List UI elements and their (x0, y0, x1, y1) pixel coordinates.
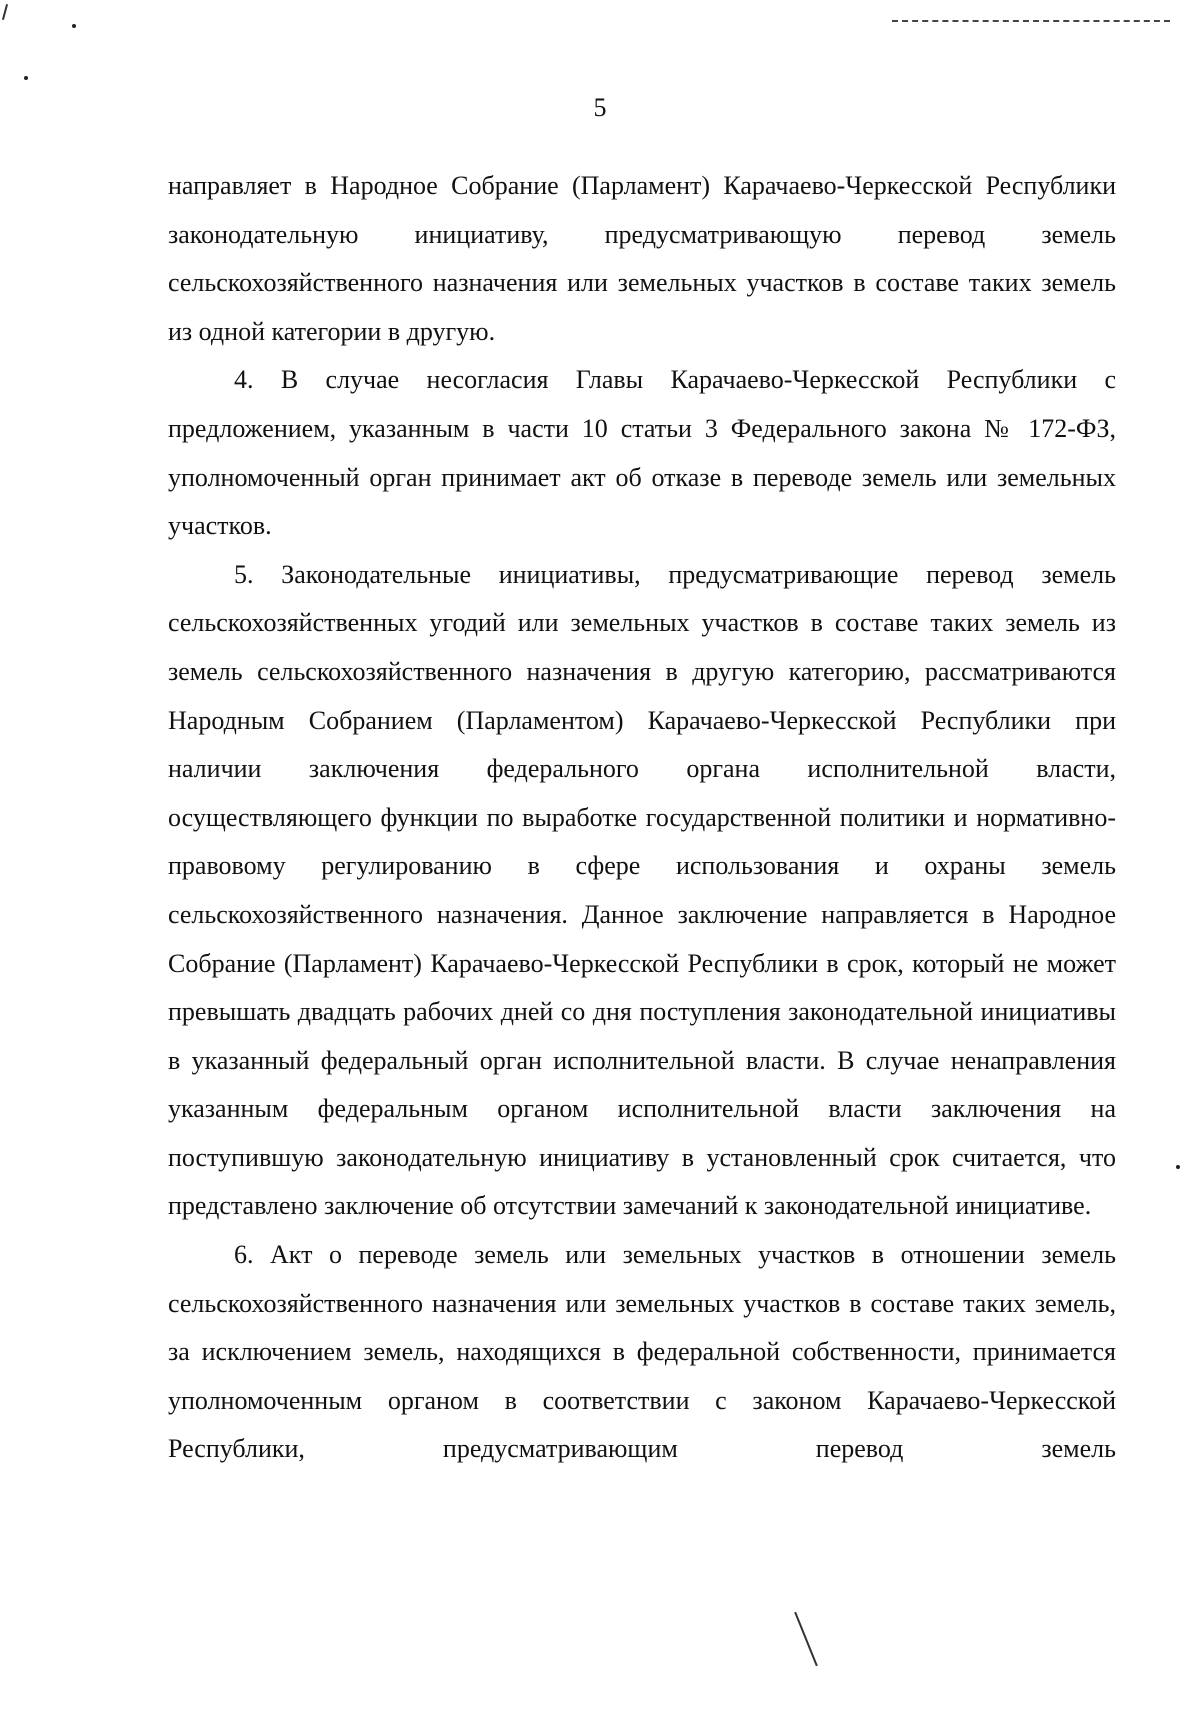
paragraph-continuation: направляет в Народное Собрание (Парламент) Карачаево-Черкесской Республики законодательную инициативу, предусматривающую перевод земель сельскохозяйственного назначения или земельных участков в составе таких земель из одной категории в другую. (168, 171, 1116, 346)
paragraph-4: 4. В случае несогласия Главы Карачаево-Черкесской Республики с предложением, указанным в части 10 статьи 3 Федерального закона № 172-ФЗ, уполномоченный орган принимает акт об отказе в переводе земель или земельных участков. (168, 365, 1116, 541)
scan-dot (72, 24, 76, 28)
page-number: 5 (593, 93, 607, 122)
scan-top-rule (892, 20, 1170, 22)
scan-bottom-stroke (794, 1612, 818, 1667)
paragraph-6: 6. Акт о переводе земель или земельных участков в отношении земель сельскохозяйственного назначения или земельных участков в составе таких земель, за исключением земель, находящихся в федеральной собственности, принимается уполномоченным органом в соответствии с законом Карачаево-Черкесской Республики, предусматривающим перевод земель (168, 1240, 1116, 1464)
scan-corner-mark (2, 4, 8, 20)
scan-dot (24, 76, 28, 80)
document-body (168, 162, 1116, 1474)
paragraph-5: 5. Законодательные инициативы, предусматривающие перевод земель сельскохозяйственных угодий или земельных участков в составе таких земель из земель сельскохозяйственного назначения в другую категорию, рассматриваются Народным Собранием (Парламентом) Карачаево-Черкесской Республики при наличии заключения федерального органа исполнительной власти, осуществляющего функции по выработке государственной политики и нормативно-правовому регулированию в сфере использования и охраны земель сельскохозяйственного назначения. Данное заключение направляется в Народное Собрание (Парламент) Карачаево-Черкесской Республики в срок, который не может превышать двадцать рабочих дней со дня поступления законодательной инициативы в указанный федеральный орган исполнительной власти. В случае ненаправления указанным федеральным органом исполнительной власти заключения на поступившую законодательную инициативу в установленный срок считается, что представлено заключение об отсутствии замечаний к законодательной инициативе. (168, 559, 1116, 1221)
scan-dot (1176, 1165, 1180, 1169)
